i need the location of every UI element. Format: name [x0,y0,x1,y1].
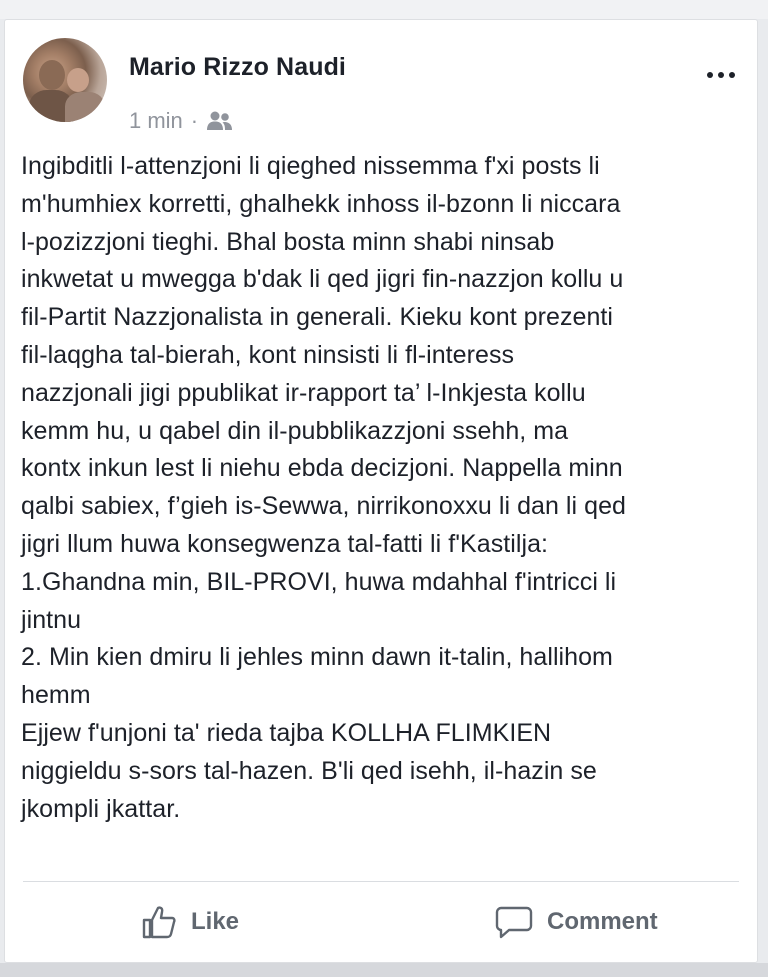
comment-label: Comment [547,908,658,935]
comment-bubble-icon [495,905,533,939]
bottom-bar [0,963,768,977]
more-options-icon[interactable] [707,72,735,78]
divider [23,881,739,882]
author-name[interactable]: Mario Rizzo Naudi [129,53,346,81]
post-meta [129,108,234,134]
meta-separator: · [190,108,199,133]
comment-button[interactable] [495,900,658,944]
facebook-post-card [4,19,758,963]
avatar[interactable] [23,38,107,122]
top-strip [0,0,768,19]
friends-icon[interactable] [206,110,234,132]
post-text: Ingibditli l-attenzjoni li qieghed nissemma f'xi posts li m'humhiex korretti, ghalhekk inhoss il-bzonn li niccara l-pozizzjoni tieghi. Bhal bosta minn shabi ninsab inkwetat u mwegga b'dak li qed jigri fin-nazzjon kollu u fil-Partit Nazzjonalista in generali. Kieku kont prezenti fil-laqgha tal-bierah, kont ninsisti li fl-interess nazzjonali jigi ppublikat ir-rapport ta’ l-Inkjesta kollu kemm hu, u qabel din il-pubblikazzjoni ssehh, ma kontx inkun lest li niehu ebda decizjoni. Nappella minn qalbi sabiex, f’gieh is-Sewwa, nirrikonoxxu li dan li qed jigri llum huwa konsegwenza tal-fatti li f'Kastilja: 1.Ghandna min, BIL-PROVI, huwa mdahhal f'intricci li jintnu 2. Min kien dmiru li jehles minn dawn it-talin, hallihom hemm Ejjew f'unjoni ta' rieda tajba KOLLHA FLIMKIEN niggieldu s-sors tal-hazen. B'li qed isehh, il-hazin se jkompli jkattar. [21,152,626,823]
like-label: Like [191,908,240,935]
like-button[interactable] [141,900,239,944]
post-time[interactable]: 1 min [129,108,183,133]
thumbs-up-icon [141,904,177,940]
